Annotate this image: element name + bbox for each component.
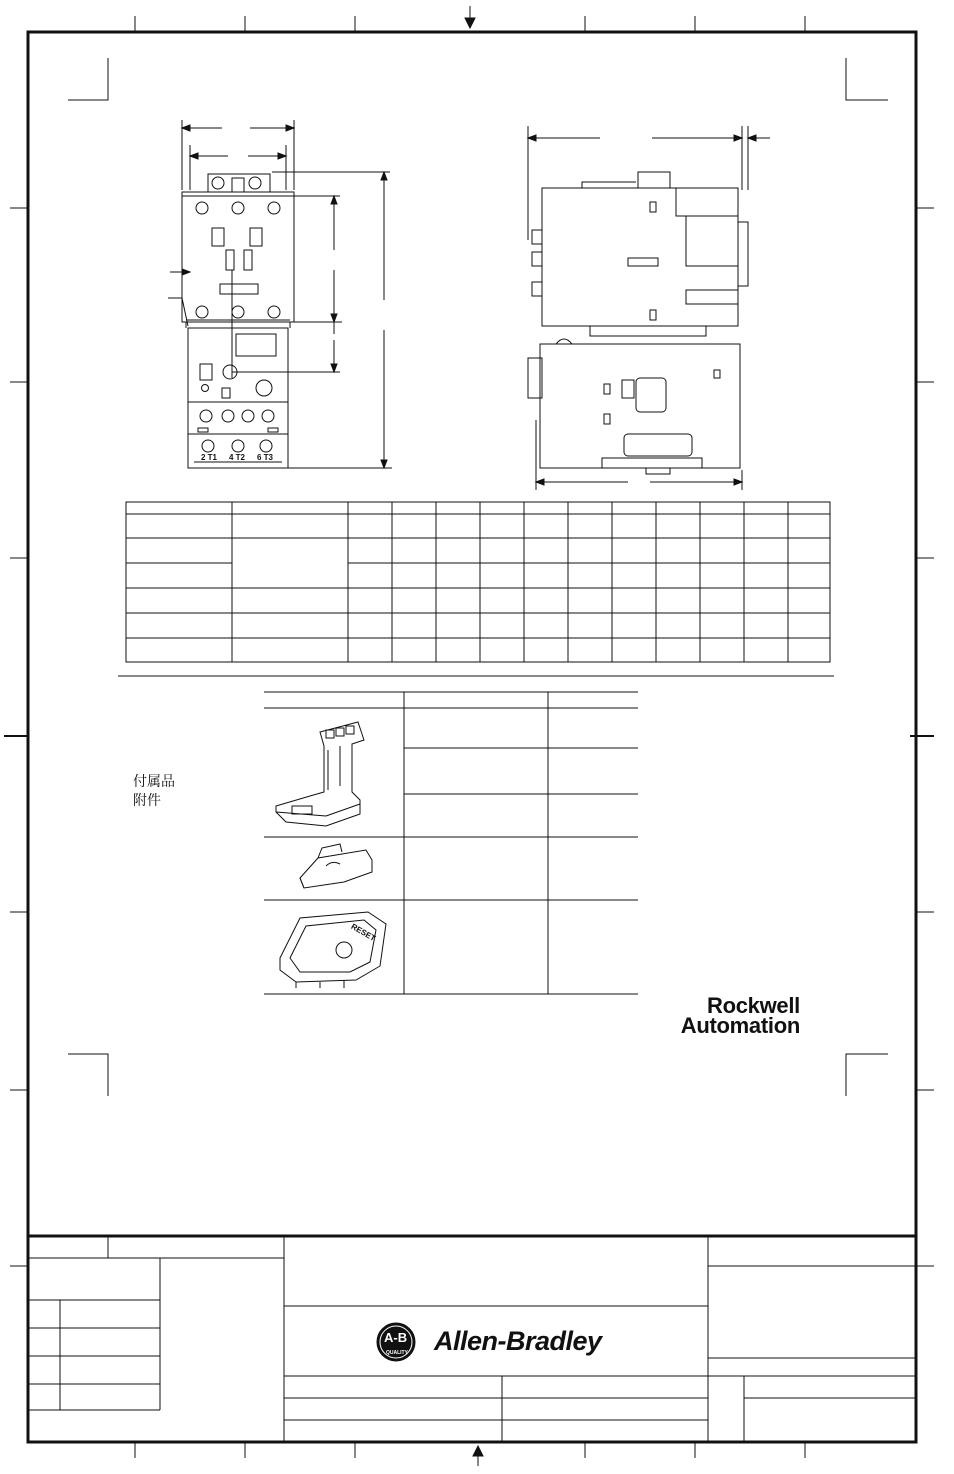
terminal-label-t3: 6 T3 xyxy=(257,453,274,462)
rockwell-line: Rockwell xyxy=(707,993,800,1018)
dimension-table xyxy=(126,502,830,662)
accessories-label-jp: 付属品 xyxy=(133,774,175,790)
side-view-drawing xyxy=(528,126,770,490)
reset-cover-text: RESET xyxy=(349,921,378,944)
accessories-table xyxy=(264,692,638,994)
terminal-label-t1: 2 T1 xyxy=(201,453,218,462)
crop-marks xyxy=(68,58,888,1096)
front-view-drawing xyxy=(168,120,392,468)
accessories-label xyxy=(133,773,175,811)
sheet-border xyxy=(28,32,916,1442)
allen-bradley-wordmark: Allen-Bradley xyxy=(434,1326,602,1356)
terminal-label-t2: 4 T2 xyxy=(229,453,246,462)
ab-logo-mark: A-B xyxy=(384,1330,408,1345)
accessories-label-cn: 附件 xyxy=(133,793,161,809)
zone-ticks xyxy=(4,6,934,1466)
automation-line: Automation xyxy=(680,1013,800,1038)
rockwell-automation-logo xyxy=(630,993,800,1038)
remote-reset-adapter-drawing xyxy=(276,722,364,826)
terminal-cover-drawing xyxy=(280,912,386,988)
ab-logo-sub: QUALITY xyxy=(386,1350,408,1356)
reset-cover-drawing xyxy=(300,844,372,888)
